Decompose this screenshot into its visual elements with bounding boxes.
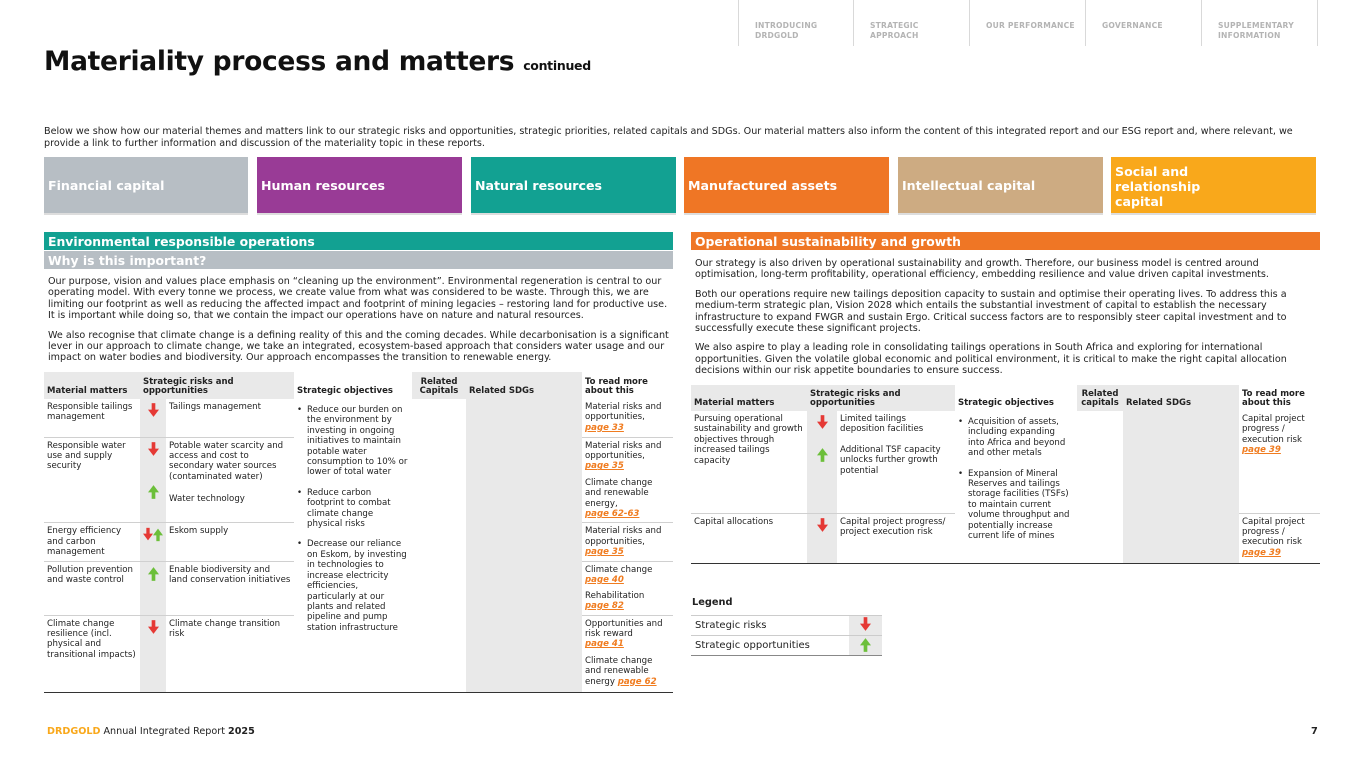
legend-title: Legend — [692, 597, 733, 608]
objective-item: • Decrease our reliance on Eskom, by investing in technologies to increase electricity efficiencies, particularly at our plants and related pipeline and pump station infrastructure — [297, 539, 409, 633]
env-paragraph-1: Our purpose, vision and values place emphasis on “cleaning up the environment”. Environmental regeneration is central to our operating model. With every tonne we process, we create value from what was considered to be waste. Through this, we are limiting our footprint as well as reducing the affected impact and footprint of mining legacies – restoring land for productive use. It is important while doing so, that we contain the impact our operations have on nature and natural resources. — [48, 276, 668, 322]
read-text: Material risks and opportunities, — [585, 402, 662, 423]
legend-opportunities-label: Strategic opportunities — [691, 636, 849, 656]
objective-item: • Acquisition of assets, including expanding into Africa and beyond and other metals — [958, 417, 1074, 459]
risk-opportunity-icons — [807, 411, 837, 513]
read-text: Capital project progress / execution risk — [1242, 414, 1305, 445]
env-heading: Environmental responsible operations — [44, 232, 673, 250]
page-link[interactable]: page 35 — [585, 461, 624, 472]
risk-down-icon — [148, 442, 159, 457]
capital-intellectual: Intellectual capital — [898, 157, 1103, 215]
opportunity-up-icon — [140, 561, 166, 615]
read-text: Climate change — [585, 564, 653, 575]
nav-supplementary[interactable]: SUPPLEMENTARY INFORMATION — [1202, 0, 1318, 46]
ops-th-read: To read more about this — [1239, 385, 1320, 411]
capital-financial: Financial capital — [44, 157, 248, 215]
read-text: Rehabilitation — [585, 591, 645, 602]
capital-social-fill — [1251, 157, 1316, 213]
env-sdgs-cell — [466, 399, 582, 692]
matter-cell: Responsible tailings management — [44, 399, 140, 437]
page-link[interactable]: page 39 — [1242, 445, 1281, 456]
env-th-objectives: Strategic objectives — [294, 372, 412, 399]
risk-cell: Capital project progress/ project execution risk — [837, 513, 955, 563]
page-link[interactable]: page 82 — [585, 600, 624, 611]
footer — [47, 726, 255, 737]
ops-th-risks: Strategic risks and opportunities — [807, 385, 955, 411]
env-table — [44, 372, 673, 693]
legend-table — [691, 615, 882, 656]
page-title-text: Materiality process and matters — [44, 46, 515, 77]
risk-text: Potable water scarcity and access and cost to secondary water sources (contaminated water) — [169, 440, 284, 482]
risk-text: Additional TSF capacity unlocks further growth potential — [840, 444, 941, 476]
risk-down-icon — [143, 527, 153, 542]
ops-th-objectives: Strategic objectives — [955, 385, 1077, 411]
matter-cell: Responsible water use and supply security — [44, 437, 140, 523]
page-title — [44, 46, 591, 77]
page-link[interactable]: page 35 — [585, 547, 624, 558]
read-cell — [582, 615, 673, 692]
page-title-suffix: continued — [523, 58, 591, 73]
page-link[interactable]: page 40 — [585, 574, 624, 585]
page-link[interactable]: page 41 — [585, 639, 624, 650]
legend-risks-label: Strategic risks — [691, 616, 849, 636]
ops-capitals-cell — [1077, 411, 1123, 563]
opportunity-up-icon — [153, 527, 163, 542]
ops-heading: Operational sustainability and growth — [691, 232, 1320, 250]
matter-cell: Energy efficiency and carbon management — [44, 523, 140, 561]
env-th-capitals: Related Capitals — [412, 372, 466, 399]
risk-text: Water technology — [169, 494, 245, 505]
env-paragraph-2: We also recognise that climate change is a defining reality of this and the coming decades. While decarbonisation is a significant lever in our approach to climate change, we take an integrated, ecosystem-based approach that considers water usage and our impact on water bodies and biodiversity. Our approach encompasses the transition to renewable energy. — [48, 329, 669, 364]
table-row — [691, 411, 1320, 513]
read-cell — [582, 399, 673, 437]
risk-cell: Eskom supply — [166, 523, 294, 561]
matter-cell: Climate change resilience (incl. physical and transitional impacts) — [44, 615, 140, 692]
ops-th-capitals: Related capitals — [1077, 385, 1123, 411]
ops-table — [691, 385, 1320, 564]
nav-introducing[interactable]: INTRODUCING DRDGOLD — [738, 0, 854, 46]
risk-cell — [166, 437, 294, 523]
risk-down-icon — [817, 415, 828, 430]
env-th-matters: Material matters — [44, 372, 140, 399]
read-cell — [582, 523, 673, 561]
risk-cell: Tailings management — [166, 399, 294, 437]
read-cell — [582, 437, 673, 523]
footer-brand: DRDGOLD — [47, 726, 101, 737]
read-text: Material risks and opportunities, — [585, 526, 662, 547]
env-th-sdgs: Related SDGs — [466, 372, 582, 399]
read-cell — [1239, 513, 1320, 563]
nav-strategic-approach[interactable]: STRATEGIC APPROACH — [854, 0, 970, 46]
ops-th-sdgs: Related SDGs — [1123, 385, 1239, 411]
matter-cell: Pursuing operational sustainability and growth objectives through increased tailings capacity — [691, 411, 807, 513]
objective-item: • Expansion of Mineral Reserves and tailings storage facilities (TSFs) to maintain current volume throughput and potentially increase current life of mines — [958, 469, 1074, 542]
env-subheading: Why is this important? — [44, 251, 673, 269]
opportunity-up-icon — [817, 447, 828, 462]
risk-opportunity-icons — [140, 437, 166, 523]
objective-item: • Reduce carbon footprint to combat climate change physical risks — [297, 488, 409, 530]
risk-down-icon — [849, 616, 882, 636]
env-body — [48, 276, 670, 372]
read-text: Climate change and renewable energy, — [585, 477, 653, 509]
risk-cell: Enable biodiversity and land conservation initiatives — [166, 561, 294, 615]
risk-down-icon — [807, 513, 837, 563]
env-th-read: To read more about this — [582, 372, 673, 399]
ops-th-matters: Material matters — [691, 385, 807, 411]
capital-divider — [1111, 213, 1316, 215]
page-link[interactable]: page 33 — [585, 422, 624, 433]
risk-down-icon — [140, 615, 166, 692]
risk-text: Limited tailings deposition facilities — [840, 414, 924, 435]
env-th-risks: Strategic risks and opportunities — [140, 372, 294, 399]
env-capitals-cell — [412, 399, 466, 692]
read-cell — [582, 561, 673, 615]
nav-governance[interactable]: GOVERNANCE — [1086, 0, 1202, 46]
ops-paragraph-2: Both our operations require new tailings deposition capacity to sustain and optimise their operating lives. To address this a medium-term strategic plan, Vision 2028 which entails the substantial investment of capital to establish the necessary infrastructure to expand FWGR and sustain Ergo. Critical success factors are to responsibly steer capital investment and to successfully execute these significant projects. — [695, 288, 1287, 335]
nav-our-performance[interactable]: OUR PERFORMANCE — [970, 0, 1086, 46]
opportunity-up-icon — [148, 484, 159, 499]
read-text: Capital project progress / execution risk — [1242, 516, 1305, 548]
ops-objectives-cell — [955, 411, 1077, 563]
footer-year: 2025 — [228, 726, 255, 737]
ops-paragraph-1: Our strategy is also driven by operational sustainability and growth. Therefore, our business model is centred around optimisation, long-term profitability, operational efficiency, embedding resilience and value driven capital investments. — [695, 258, 1269, 281]
read-text: Climate change and renewable energy — [585, 655, 653, 687]
objective-item: • Reduce our burden on the environment by investing in ongoing initiatives to maintain potable water consumption to 10% or lower of total water — [297, 405, 409, 478]
matter-cell: Capital allocations — [691, 513, 807, 563]
ops-body — [695, 258, 1317, 385]
matter-cell: Pollution prevention and waste control — [44, 561, 140, 615]
read-cell — [1239, 411, 1320, 513]
capital-human: Human resources — [257, 157, 462, 215]
capital-social: Social and relationship capital — [1111, 157, 1251, 215]
top-navigation — [738, 0, 1318, 46]
risk-down-icon — [140, 399, 166, 437]
ops-sdgs-cell — [1123, 411, 1239, 563]
table-row — [44, 399, 673, 437]
risk-opportunity-icons — [140, 523, 166, 561]
opportunity-up-icon — [849, 636, 882, 656]
page-link[interactable]: page 39 — [1242, 547, 1281, 558]
page-number: 7 — [1311, 726, 1318, 737]
intro-text: Below we show how our material themes and matters link to our strategic risks and opportunities, strategic priorities, related capitals and SDGs. Our material matters also inform the content of this integrated report and our ESG report and, where relevant, we provide a link to further information and discussion of the materiality topic in these reports. — [44, 126, 1293, 149]
read-text: Material risks and opportunities, — [585, 440, 662, 461]
env-objectives-cell — [294, 399, 412, 692]
read-text: Opportunities and risk reward — [585, 618, 663, 639]
page-link[interactable]: page 62-63 — [585, 508, 640, 519]
capital-natural: Natural resources — [471, 157, 676, 215]
ops-paragraph-3: We also aspire to play a leading role in consolidating tailings operations in South Africa and exploring for international opportunities. Given the volatile global economic and political environment, it is critical to make the right capital allocation decisions within our risk appetite boundaries to ensure success. — [695, 342, 1287, 377]
page-link[interactable]: page 62 — [617, 676, 657, 687]
risk-cell: Climate change transition risk — [166, 615, 294, 692]
capital-manufactured: Manufactured assets — [684, 157, 889, 215]
footer-text: Annual Integrated Report — [103, 726, 225, 737]
risk-cell — [837, 411, 955, 513]
